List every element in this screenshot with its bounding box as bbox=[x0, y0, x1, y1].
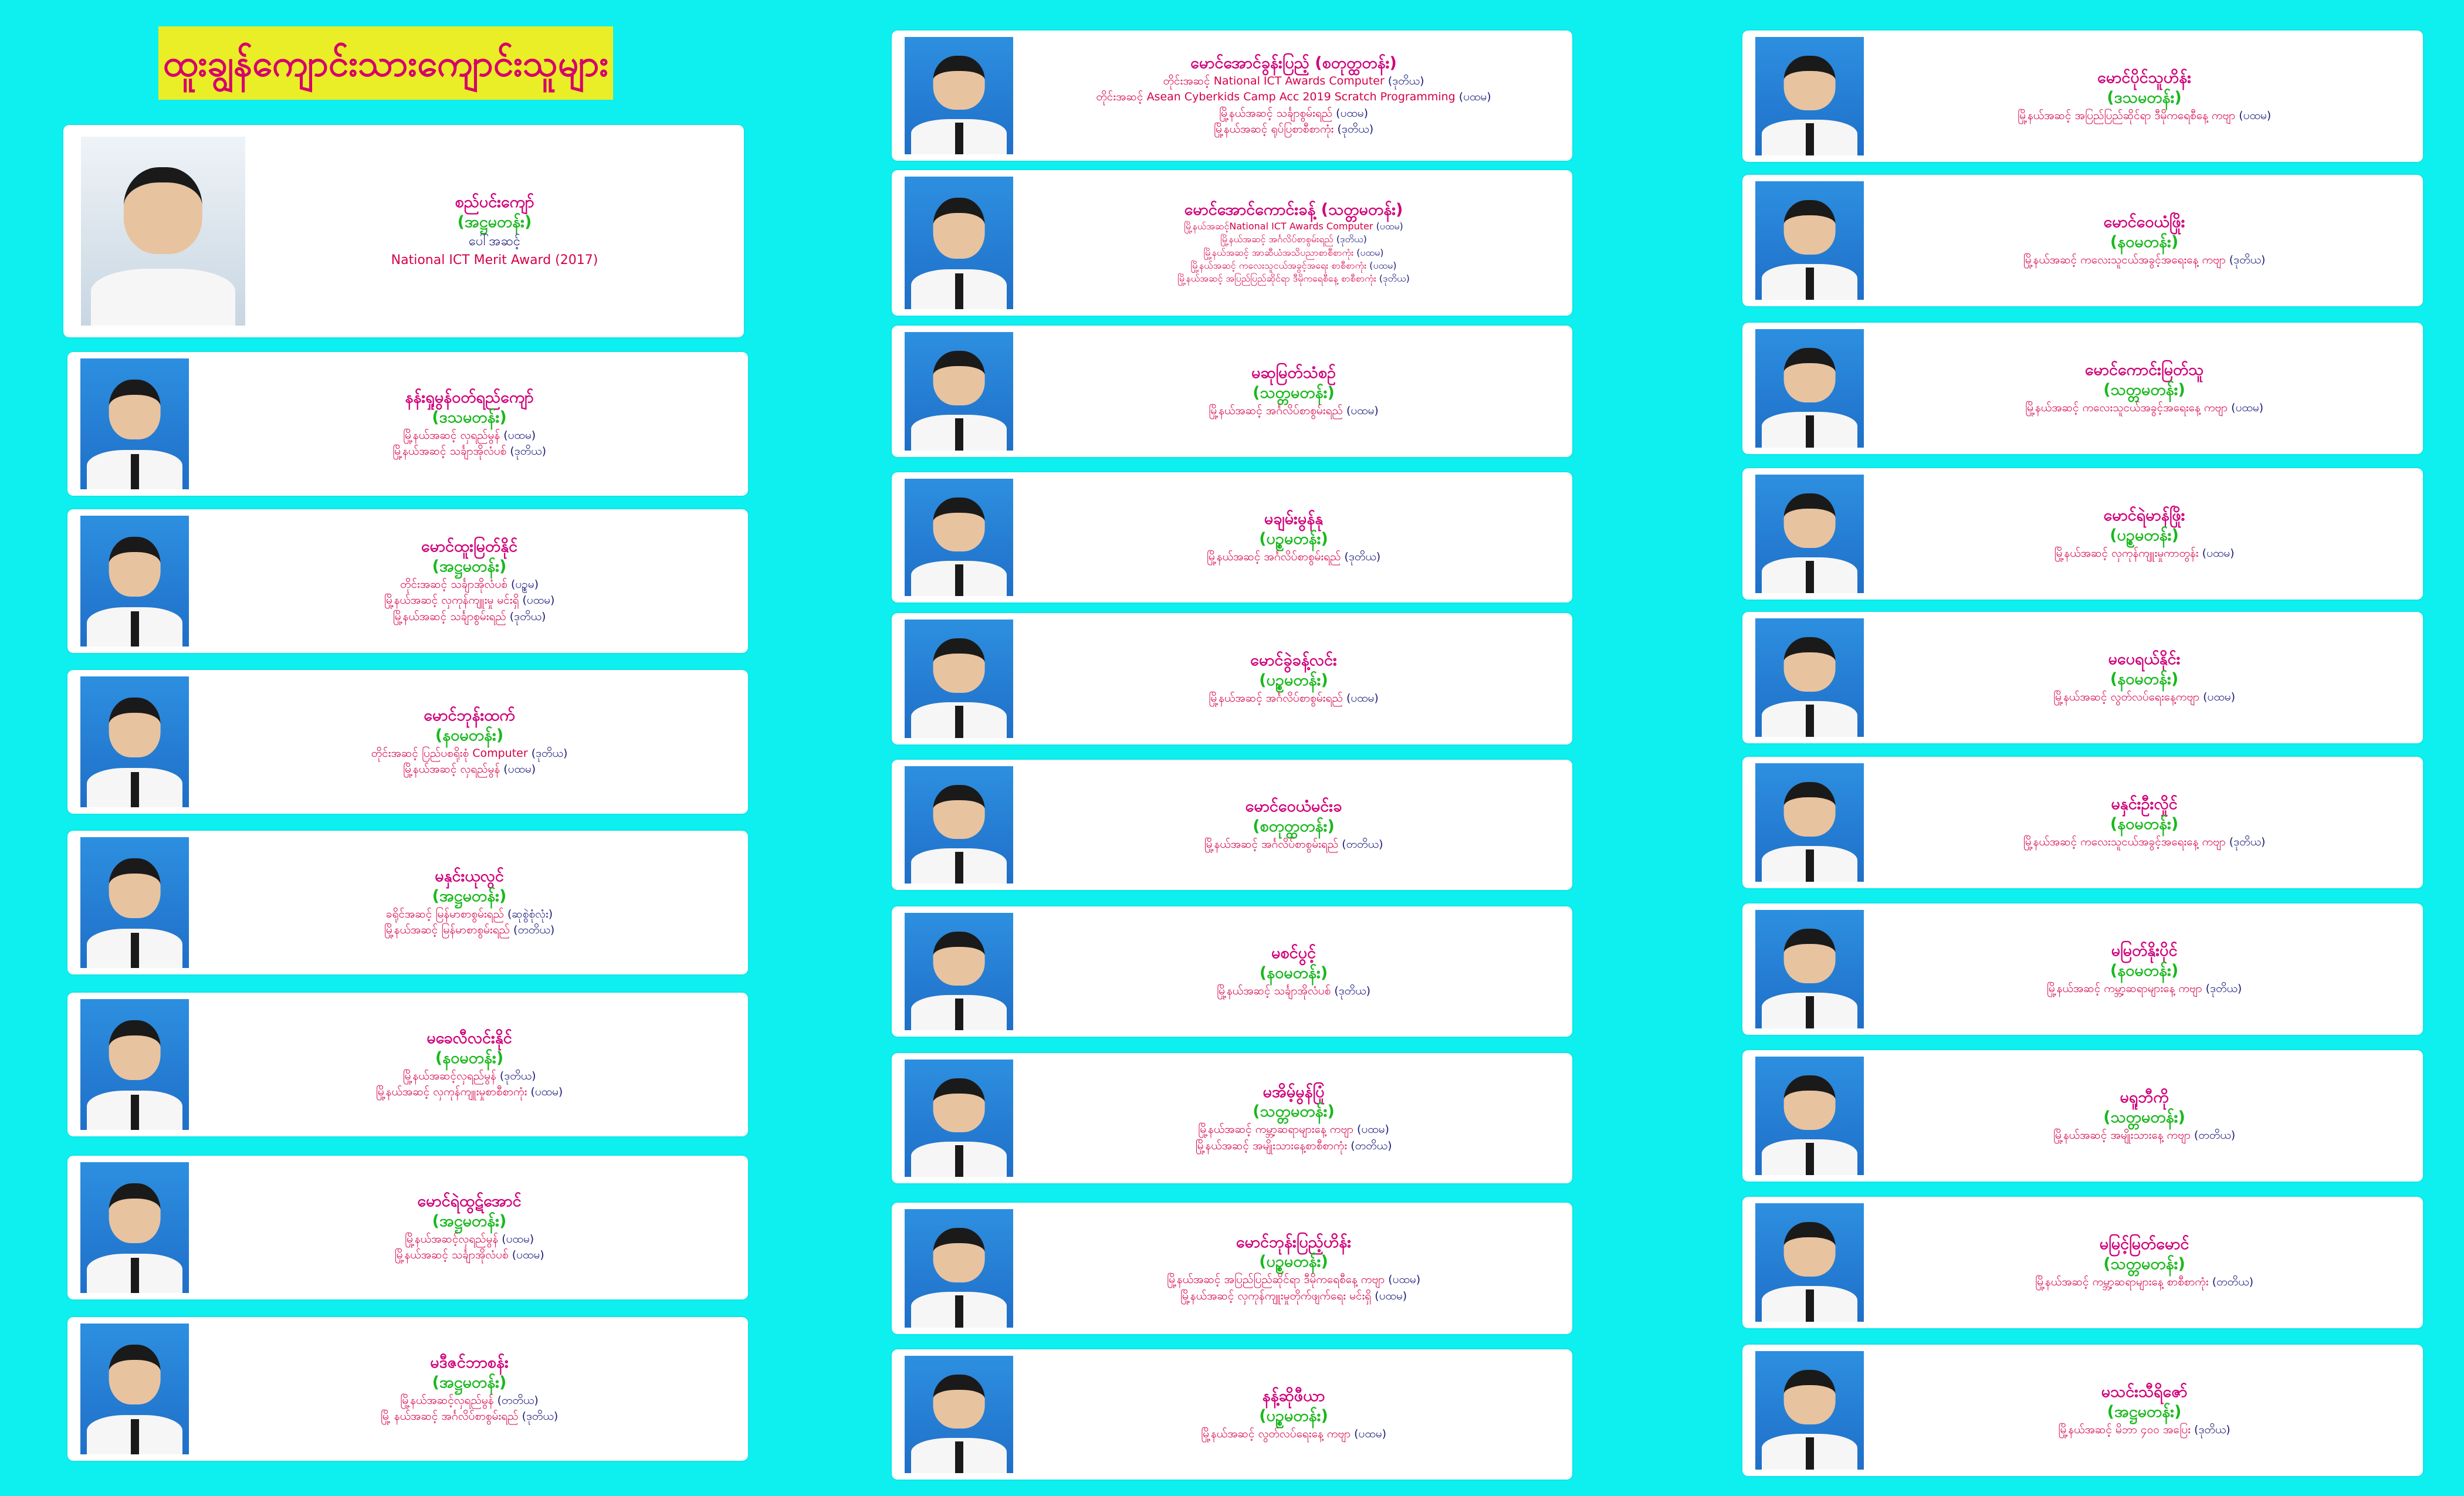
student-card bbox=[67, 670, 748, 814]
student-card bbox=[1742, 1345, 2423, 1476]
student-grade: (ပဥ္စမတန်း) bbox=[1259, 671, 1328, 690]
award-line bbox=[403, 428, 536, 444]
award-line bbox=[2023, 834, 2266, 851]
student-name: မဒီဇင်ဘာစန်း bbox=[430, 1353, 509, 1372]
award-rank: (ဒုတိယ) bbox=[531, 746, 568, 760]
award-text: မြို့နယ်အဆင့် အပြည်ပြည်ဆိုင်ရာ ဒီမိုကရေစီနေ့ ကဗျာ bbox=[1166, 1273, 1385, 1287]
student-photo bbox=[80, 676, 189, 807]
award-line bbox=[2053, 1128, 2235, 1144]
award-text: မြို့နယ်အဆင့် ကမ္ဘာ့ဆရာများနေ့ ကဗျာ bbox=[1198, 1123, 1353, 1136]
award-text: မြို့နယ်အဆင့် လွတ်လပ်ရေးနေ့ ကဗျာ bbox=[1200, 1427, 1351, 1440]
student-photo bbox=[905, 1209, 1013, 1328]
student-card bbox=[892, 760, 1572, 890]
award-rank: (ဒုတိယ) bbox=[522, 1410, 559, 1423]
student-photo bbox=[1755, 475, 1864, 593]
award-text: မြို့နယ်အဆင့် လွတ်လပ်ရေးနေ့ကဗျာ bbox=[2053, 690, 2200, 703]
award-rank: (ဒုတိယ) bbox=[1387, 74, 1424, 87]
award-rank: (ပထမ) bbox=[2231, 401, 2264, 414]
student-card bbox=[1742, 757, 2423, 888]
award-line bbox=[2054, 546, 2234, 562]
award-text: မြို့နယ်အဆင့် အင်္ဂလိပ်စာစွမ်းရည် bbox=[1209, 404, 1343, 417]
award-rank: (ပထမ) bbox=[503, 428, 536, 442]
award-line bbox=[376, 1084, 563, 1101]
award-rank: (ပထမ) bbox=[1346, 691, 1379, 705]
student-photo bbox=[905, 37, 1013, 154]
award-line bbox=[1209, 691, 1379, 707]
award-rank: (ပထမ) bbox=[1375, 1289, 1407, 1302]
student-card bbox=[67, 993, 748, 1136]
student-name: နန်းရှုမွန်ဝတ်ရည်ကျော် bbox=[405, 388, 534, 407]
student-photo bbox=[1755, 181, 1864, 300]
award-line bbox=[403, 761, 536, 778]
student-grade: (သတ္တမတန်း) bbox=[2103, 381, 2185, 400]
student-card bbox=[892, 1203, 1572, 1334]
student-photo bbox=[905, 479, 1013, 596]
student-name: မောင်ကောင်းမြတ်သူ bbox=[2084, 361, 2204, 380]
award-text: မြို့နယ်အဆင့် အမျိုးသားနေ့စာစီစာကုံး bbox=[1195, 1139, 1348, 1152]
student-photo bbox=[905, 766, 1013, 884]
student-grade: (သတ္တမတန်း) bbox=[2103, 1108, 2185, 1127]
student-grade: (နဝမတန်း) bbox=[435, 1048, 504, 1067]
student-grade: (အဋ္ဌမတန်း) bbox=[432, 557, 507, 576]
award-rank: (ပထမ) bbox=[1356, 246, 1384, 258]
student-name: မပေရယ်နိုင်း bbox=[2108, 650, 2181, 669]
award-line bbox=[394, 1247, 544, 1264]
student-grade: (ပဥ္စမတန်း) bbox=[1259, 1407, 1328, 1426]
award-text: မြို့နယ်အဆင့် လှကုန်ကျူးမှုကာတွန်း bbox=[2054, 546, 2199, 560]
award-line bbox=[400, 1393, 539, 1409]
award-rank: (တတိယ) bbox=[2212, 1275, 2254, 1288]
student-name: မောင်ရဲထွဋ်အောင် bbox=[417, 1192, 522, 1211]
student-name: မောင်ဘုန်းထက် bbox=[424, 706, 515, 725]
award-rank: (ဒုတိယ) bbox=[510, 445, 547, 458]
award-text: မြို့နယ်အဆင့်National ICT Awards Computer bbox=[1184, 220, 1373, 232]
award-text: တိုင်းအဆင့် National ICT Awards Computer bbox=[1163, 74, 1385, 87]
student-photo bbox=[80, 516, 189, 647]
student-name: မနှင်းယုလွင် bbox=[435, 867, 504, 886]
award-text: မြို့နယ်အဆင့် အင်္ဂလိပ်စာစွမ်းရည် bbox=[1204, 837, 1339, 851]
student-grade: (သတ္တမတန်း) bbox=[1253, 1102, 1335, 1121]
student-grade: (အဋ္ဌမတန်း) bbox=[457, 213, 532, 232]
student-grade: (ဒသမတန်း) bbox=[432, 408, 507, 427]
award-rank: (တတိယ) bbox=[513, 923, 555, 937]
award-text: မြို့နယ်အဆင့် ရုပ်ပြစာစီစာကုံး bbox=[1213, 123, 1334, 136]
award-line bbox=[1195, 1138, 1392, 1155]
student-name: မောင်အောင်ကောင်းခန့် (သတ္တမတန်း) bbox=[1184, 201, 1403, 219]
student-photo bbox=[905, 332, 1013, 451]
student-photo bbox=[905, 1356, 1013, 1473]
student-photo bbox=[1755, 37, 1864, 155]
student-grade: (နဝမတန်း) bbox=[1259, 964, 1328, 983]
student-name: မောင်ပိုင်သူဟိန်း bbox=[2097, 69, 2191, 87]
award-text: မြို့နယ်အဆင့် အပြည်ပြည်ဆိုင်ရာ ဒီမိုကရေစီနေ့ စာစီစာကုံး bbox=[1177, 273, 1376, 285]
student-card bbox=[892, 906, 1572, 1037]
student-photo bbox=[1755, 1203, 1864, 1322]
award-line bbox=[1204, 837, 1383, 853]
award-line bbox=[1198, 1122, 1389, 1138]
award-text: တိုင်းအဆင့် Asean Cyberkids Camp Acc 2019 Scratch Programming bbox=[1096, 90, 1456, 104]
award-text: မြို့နယ်အဆင့် ကလေးသူငယ်အခွင့်အရေးနေ့ ကဗျာ bbox=[2023, 253, 2226, 266]
award-text: မြို့နယ်အဆင့် အင်္ဂလိပ်စာစွမ်းရည် bbox=[1206, 550, 1341, 563]
award-text: မြို့နယ်အဆင့်လှရည်မွန် bbox=[402, 1069, 496, 1082]
award-rank: (တတိယ) bbox=[497, 1393, 539, 1407]
student-photo bbox=[905, 177, 1013, 309]
award-rank: (ဒုတိယ) bbox=[499, 1069, 536, 1082]
award-line bbox=[2053, 689, 2235, 706]
award-rank: (ပထမ) bbox=[1376, 220, 1403, 232]
award-line bbox=[392, 444, 546, 460]
award-rank: (တတိယ) bbox=[2194, 1128, 2236, 1142]
award-text: မြို့ နယ်အဆင့် အင်္ဂလိပ်စာစွမ်းရည် bbox=[380, 1410, 519, 1423]
student-card bbox=[1742, 175, 2423, 306]
page-title-banner bbox=[158, 26, 613, 100]
student-grade: (အဋ္ဌမတန်း) bbox=[432, 1211, 507, 1230]
award-rank: (ဒုတိယ) bbox=[1337, 123, 1374, 136]
student-card bbox=[892, 326, 1572, 457]
award-rank: (တတိယ) bbox=[1351, 1139, 1392, 1152]
award-rank: (ပထမ) bbox=[2203, 690, 2235, 703]
student-name: မောင်ထူးမြတ်နိုင် bbox=[421, 537, 518, 556]
award-rank: (ပထမ) bbox=[1357, 1123, 1389, 1136]
award-text: မြို့နယ်အဆင့် အင်္ဂလိပ်စာစွမ်းရည် bbox=[1220, 233, 1333, 245]
student-photo bbox=[1755, 910, 1864, 1028]
student-grade: (အဋ္ဌမတန်း) bbox=[2107, 1403, 2182, 1421]
student-name: မောင်ဝေယံမင်းခ bbox=[1245, 797, 1342, 816]
award-text: မြို့နယ်အဆင့် သင်္ချာစွမ်းရည် bbox=[1219, 106, 1333, 120]
award-text: မြို့နယ်အဆင့် လှကုန်ကျူးမှုစာစီစာကုံး bbox=[375, 1085, 527, 1099]
award-line bbox=[1184, 220, 1403, 233]
award-line bbox=[1209, 403, 1379, 419]
student-photo bbox=[80, 1162, 189, 1293]
award-rank: (ပထမ) bbox=[503, 763, 536, 776]
award-rank: (ဒုတိယ) bbox=[2229, 835, 2266, 848]
award-rank: (ဆုစွဲစုံလုံး) bbox=[507, 907, 553, 920]
award-text: တိုင်းအဆင့် သင်္ချာအိုလံပစ် bbox=[400, 577, 507, 591]
award-text: မြို့နယ်အဆင့်လှရည်မွန် bbox=[400, 1393, 494, 1407]
award-rank: (ဒုတိယ) bbox=[1344, 550, 1381, 563]
student-grade: (နဝမတန်း) bbox=[2110, 670, 2179, 689]
award-rank: (ပထမ) bbox=[1458, 90, 1491, 104]
award-line bbox=[400, 577, 539, 593]
award-text: မြို့နယ်အဆင့် အပြည်ပြည်ဆိုင်ရာ ဒီမိုကရေစီနေ့ ကဗျာ bbox=[2017, 109, 2236, 122]
award-rank: (ဒုတိယ) bbox=[1336, 233, 1367, 245]
featured-student-card bbox=[63, 125, 744, 337]
award-rank: (ပထမ) bbox=[502, 1232, 534, 1245]
student-card bbox=[67, 509, 748, 653]
award-line bbox=[1096, 89, 1491, 106]
student-photo bbox=[1755, 618, 1864, 737]
award-text: တိုင်းအဆင့် ပြည်ပစရိုးစုံ Computer bbox=[371, 746, 528, 760]
student-name: မောင်အောင်ခွန်းပြည့် (စတုတ္ထတန်း) bbox=[1190, 54, 1397, 73]
award-text: မြို့နယ်အဆင့် သင်္ချာအိုလံပစ် bbox=[392, 445, 507, 458]
student-name: မသင်းသီရိဇော် bbox=[2101, 1383, 2188, 1402]
student-card bbox=[67, 352, 748, 496]
student-name: မောင်ခွဲခန့်လင်း bbox=[1250, 651, 1337, 670]
award-text: မြို့နယ်အဆင့် လှရည်မွန် bbox=[402, 428, 500, 442]
student-name: မမြင့်မြတ်မောင် bbox=[2099, 1235, 2189, 1254]
student-photo bbox=[80, 999, 189, 1130]
award-line bbox=[2018, 108, 2271, 124]
student-name: မောင်ဘုန်းပြည့်ဟိန်း bbox=[1236, 1233, 1352, 1251]
student-grade: (အဋ္ဌမတန်း) bbox=[432, 1373, 507, 1392]
award-text: မြို့နယ်အဆင့် ကမ္ဘာ့ဆရာများနေ့ ကဗျာ bbox=[2046, 981, 2202, 995]
award-text: မြို့နယ်အဆင့် ကလေးသူငယ်အခွင့်အရေးနေ့ ကဗျာ bbox=[2025, 401, 2228, 414]
award-line bbox=[1219, 106, 1368, 122]
student-grade: (အဋ္ဌမတန်း) bbox=[432, 886, 507, 905]
student-name: မချမ်းမွန်နု bbox=[1264, 510, 1324, 529]
award-line bbox=[1203, 246, 1383, 259]
award-rank: (ဒုတိယ) bbox=[509, 610, 546, 624]
award-text: မြို့နယ်အဆင့် အမျိုးသားနေ့ ကဗျာ bbox=[2053, 1128, 2191, 1142]
student-card bbox=[1742, 323, 2423, 454]
award-rank: (ဒုတိယ) bbox=[1379, 273, 1410, 285]
student-name: စည်ပင်းကျော် bbox=[455, 193, 534, 212]
student-grade: (သတ္တမတန်း) bbox=[2103, 1255, 2185, 1274]
award-line bbox=[384, 593, 555, 609]
student-photo bbox=[905, 1060, 1013, 1177]
award-rank: (ပထမ) bbox=[1346, 404, 1379, 417]
student-card bbox=[1742, 612, 2423, 743]
award-rank: (ဒုတိယ) bbox=[2205, 981, 2242, 995]
student-card bbox=[1742, 1050, 2423, 1182]
student-card bbox=[892, 613, 1572, 744]
award-rank: (ပထမ) bbox=[530, 1085, 563, 1099]
award-line bbox=[1167, 1272, 1420, 1288]
student-photo bbox=[1755, 1057, 1864, 1175]
student-name: မဆုမြတ်သံစဉ် bbox=[1251, 364, 1336, 383]
award-rank: (ပထမ) bbox=[512, 1248, 544, 1262]
student-card bbox=[67, 831, 748, 974]
award-line bbox=[384, 922, 555, 939]
award-line bbox=[402, 1068, 536, 1085]
award-line bbox=[2047, 981, 2242, 997]
student-grade: (ပဥ္စမတန်း) bbox=[2110, 526, 2179, 545]
award-rank: (ပထမ) bbox=[2202, 546, 2235, 560]
award-line bbox=[1163, 73, 1424, 90]
award-line bbox=[2035, 1274, 2253, 1291]
award-rank: (ဒုတိယ) bbox=[2229, 253, 2266, 266]
student-photo bbox=[1755, 763, 1864, 882]
student-card bbox=[892, 1349, 1572, 1480]
award-text: မြို့နယ်အဆင့် သင်္ချာအိုလံပစ် bbox=[1216, 984, 1331, 997]
award-line bbox=[1220, 233, 1367, 246]
student-photo bbox=[905, 913, 1013, 1030]
award-line bbox=[1217, 983, 1370, 1000]
student-card bbox=[67, 1156, 748, 1299]
student-grade: (နဝမတန်း) bbox=[2110, 815, 2179, 834]
award-rank: (တတိယ) bbox=[1342, 837, 1383, 851]
award-line bbox=[2025, 400, 2263, 417]
award-text: မြို့နယ်အဆင့် ကမ္ဘာ့ဆရာများနေ့ စာစီစာကုံး bbox=[2035, 1275, 2209, 1288]
student-grade: (ပဥ္စမတန်း) bbox=[1259, 530, 1328, 549]
award-line bbox=[2058, 1422, 2230, 1439]
award-rank: (ဒုတိယ) bbox=[2194, 1423, 2231, 1436]
page-title: ထူးချွန်ကျောင်းသားကျောင်းသူများ bbox=[163, 41, 609, 84]
award-rank: (ပထမ) bbox=[2239, 109, 2272, 122]
student-card bbox=[892, 31, 1572, 161]
award-label: ပေါ်အဆင့် bbox=[468, 233, 521, 249]
award-text: မြို့နယ်အဆင့် မြန်မာစာစွမ်းရည် bbox=[384, 923, 510, 937]
student-card bbox=[67, 1317, 748, 1461]
award-rank: (ပထမ) bbox=[1354, 1427, 1387, 1440]
student-photo bbox=[1755, 329, 1864, 448]
award-rank: (ပထမ) bbox=[1369, 260, 1397, 272]
award-text: မြို့နယ်အဆင့် သင်္ချာအိုလံပစ် bbox=[394, 1248, 509, 1262]
student-name: မရူဘီကို bbox=[2120, 1088, 2169, 1107]
student-name: မမြတ်နိုးပိုင် bbox=[2111, 942, 2178, 960]
award-text: မြို့နယ်အဆင့် သင်္ချာစွမ်းရည် bbox=[392, 610, 506, 624]
award-line bbox=[1191, 259, 1397, 272]
student-grade: (ဒသမတန်း) bbox=[2107, 89, 2182, 107]
award-text: မြို့နယ်အဆင့် လှကုန်ကျူးမှုတိုက်ဖျက်ရေး မင်းရှိ bbox=[1180, 1289, 1372, 1302]
student-name: မနှင်းဦးလှိုင် bbox=[2111, 795, 2178, 814]
student-photo bbox=[80, 358, 189, 489]
award-text: မြို့နယ်အဆင့် လှရည်မွန် bbox=[402, 763, 500, 776]
student-name: မအိမ့်မွန်ပြုံ bbox=[1263, 1082, 1325, 1101]
student-card bbox=[1742, 468, 2423, 600]
award-text: မြို့နယ်အဆင့် အင်္ဂလိပ်စာစွမ်းရည် bbox=[1209, 691, 1343, 705]
student-card bbox=[892, 472, 1572, 603]
student-name: မောင်ရဲမာန်ဖြိုး bbox=[2103, 506, 2185, 525]
student-grade: (သတ္တမတန်း) bbox=[1253, 384, 1335, 402]
student-card bbox=[1742, 903, 2423, 1035]
award-line bbox=[386, 906, 553, 923]
student-photo bbox=[81, 137, 245, 326]
award-rank: (ပထမ) bbox=[1388, 1273, 1421, 1287]
award-text: မြို့နယ်အဆင့် လှကုန်ကျူးမှု မင်းရှိ bbox=[384, 594, 519, 607]
award-text: မြို့နယ်အဆင့် မိဘာ ၄၀၀ အပြေး bbox=[2058, 1423, 2191, 1436]
student-name: နန့်ဆိုဖီယာ bbox=[1262, 1387, 1325, 1406]
award-text: မြို့နယ်အဆင့် ကလေးသူငယ်အခွင့်အရေး စာစီစာကုံး bbox=[1190, 260, 1367, 272]
award-line bbox=[1180, 1288, 1407, 1305]
award-rank: (ပထမ) bbox=[1336, 106, 1369, 120]
award-line bbox=[381, 1409, 559, 1425]
award-line bbox=[405, 1231, 534, 1248]
student-card bbox=[892, 170, 1572, 316]
student-card bbox=[892, 1053, 1572, 1183]
student-grade: (နဝမတန်း) bbox=[2110, 962, 2179, 980]
award-text: National ICT Merit Award (2017) bbox=[391, 252, 598, 268]
student-photo bbox=[1755, 1351, 1864, 1470]
award-text: မြို့နယ်အဆင့် ကလေးသူငယ်အခွင့်အရေးနေ့ ကဗျာ bbox=[2023, 835, 2226, 848]
student-name: မစင်ပွင့် bbox=[1271, 944, 1316, 963]
student-name: မောင်ဝေယံဖြိုး bbox=[2103, 213, 2185, 232]
student-name: မခေလီလင်းနိုင် bbox=[427, 1029, 512, 1048]
award-line bbox=[2023, 252, 2266, 269]
award-rank: (ဒုတိယ) bbox=[1334, 984, 1371, 997]
award-line bbox=[1177, 272, 1410, 285]
award-rank: (ပဥ္စမ) bbox=[510, 577, 539, 591]
student-card bbox=[1742, 1197, 2423, 1328]
student-grade: (နဝမတန်း) bbox=[2110, 233, 2179, 252]
award-line bbox=[1207, 549, 1380, 566]
student-photo bbox=[80, 1324, 189, 1454]
award-text: မြို့နယ်အဆင့် အာဆီယံအသိပညာစာစီစာကုံး bbox=[1203, 246, 1354, 258]
student-card bbox=[1742, 31, 2423, 162]
student-grade: (နဝမတန်း) bbox=[435, 726, 504, 744]
award-line bbox=[1214, 121, 1373, 138]
award-line bbox=[1201, 1426, 1386, 1443]
student-grade: (ပဥ္စမတန်း) bbox=[1259, 1253, 1328, 1271]
award-line bbox=[371, 746, 568, 762]
student-photo bbox=[905, 620, 1013, 738]
award-text: ခရိုင်အဆင့် မြန်မာစာစွမ်းရည် bbox=[385, 907, 504, 920]
award-line bbox=[393, 609, 546, 625]
award-text: မြို့နယ်အဆင့်လှရည်မွန် bbox=[404, 1232, 499, 1245]
award-rank: (ပထမ) bbox=[522, 594, 555, 607]
student-grade: (စတုတ္ထတန်း) bbox=[1253, 817, 1335, 836]
student-photo bbox=[80, 837, 189, 968]
